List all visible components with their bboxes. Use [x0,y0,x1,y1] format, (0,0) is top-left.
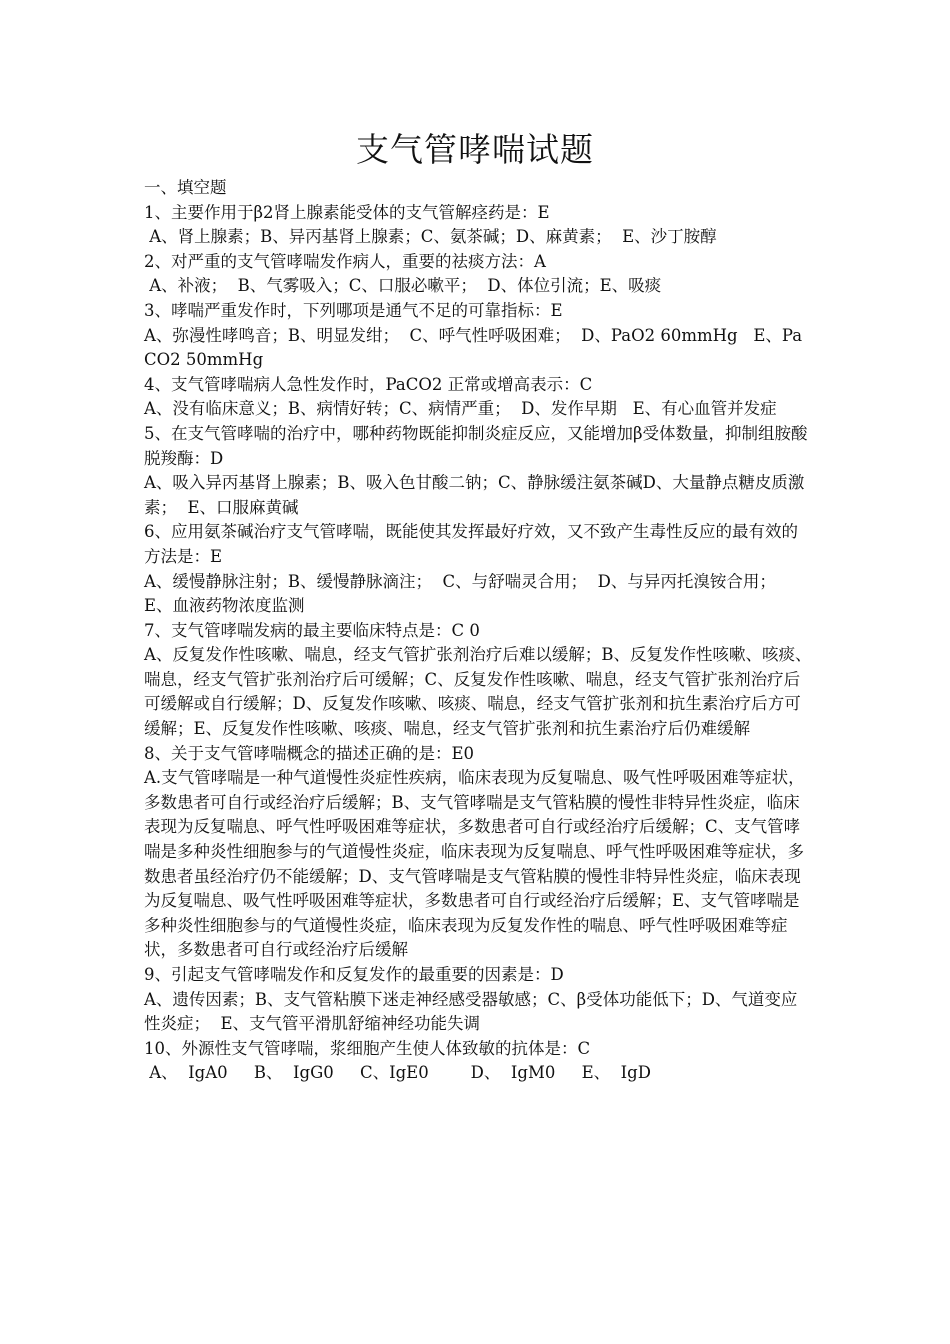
question-8: 8、关于支气管哮喘概念的描述正确的是：E0 [144,743,475,763]
question-1-options: A、肾上腺素；B、异丙基肾上腺素；C、氨茶碱；D、麻黄素； E、沙丁胺醇 [144,227,717,247]
question-5: 5、在支气管哮喘的治疗中，哪种药物既能抑制炎症反应，又能增加β受体数量，抑制组胺酸脱羧酶：D [144,423,808,468]
question-6: 6、应用氨茶碱治疗支气管哮喘，既能使其发挥最好疗效，又不致产生毒性反应的最有效的方法是：E [144,522,798,566]
question-5-options: A、吸入异丙基肾上腺素；B、吸入色甘酸二钠；C、静脉缓注氨茶碱D、大量静点糖皮质激素； E、口服麻黄碱 [144,473,805,517]
document-title: 支气管哮喘试题 [356,130,594,169]
question-7: 7、支气管哮喘发病的最主要临床特点是：C 0 [144,620,480,640]
question-2-options: A、补液； B、气雾吸入；C、口服必嗽平； D、体位引流；E、吸痰 [144,276,662,296]
section-heading: 一、填空题 [144,178,227,197]
question-1: 1、主要作用于β2肾上腺素能受体的支气管解痉药是：E [144,202,550,222]
question-2: 2、对严重的支气管哮喘发作病人，重要的祛痰方法：A [144,251,546,271]
question-10: 10、外源性支气管哮喘，浆细胞产生使人体致敏的抗体是：C [144,1038,591,1058]
question-4: 4、支气管哮喘病人急性发作时，PaCO2 正常或增高表示：C [144,374,593,394]
question-3-options: A、弥漫性哮鸣音；B、明显发绀； C、呼气性呼吸困难； D、PaO2 60mmHg E、PaCO2 50mmHg [144,325,803,370]
question-10-options: A、 IgA0 B、 IgG0 C、IgE0 D、 IgM0 E、 IgD [144,1063,651,1083]
question-7-options: A、反复发作性咳嗽、喘息，经支气管扩张剂治疗后难以缓解；B、反复发作性咳嗽、咳痰、喘息，经支气管扩张剂治疗后可缓解；C、反复发作性咳嗽、喘息，经支气管扩张剂治疗后可缓解或自行缓解；D、反复发作咳嗽、咳痰、喘息，经支气管扩张剂和抗生素治疗后方可缓解；E、反复发作性咳嗽、咳痰、喘息，经支气管扩张剂和抗生素治疗后仍难缓解 [144,645,812,739]
question-6-options: A、缓慢静脉注射；B、缓慢静脉滴注； C、与舒喘灵合用； D、与异丙托溴铵合用； E、血液药物浓度监测 [144,571,787,616]
question-3: 3、哮喘严重发作时，下列哪项是通气不足的可靠指标：E [144,300,563,320]
question-9-options: A、遗传因素；B、支气管粘膜下迷走神经感受器敏感；C、β受体功能低下；D、气道变应性炎症； E、支气管平滑肌舒缩神经功能失调 [144,989,798,1034]
question-8-options: A.支气管哮喘是一种气道慢性炎症性疾病，临床表现为反复喘息、吸气性呼吸困难等症状，多数患者可自行或经治疗后缓解；B、支气管哮喘是支气管粘膜的慢性非特异性炎症，临床表现为反复喘息、呼气性呼吸困难等症状，多数患者可自行或经治疗后缓解；C、支气管哮喘是多种炎性细胞参与的气道慢性炎症，临床表现为反复喘息、呼气性呼吸困难等症状，多数患者虽经治疗仍不能缓解；D、支气管哮喘是支气管粘膜的慢性非特异性炎症，临床表现为反复喘息、吸气性呼吸困难等症状，多数患者可自行或经治疗后缓解；E、支气管哮喘是多种炎性细胞参与的气道慢性炎症，临床表现为反复发作性的喘息、呼气性呼吸困难等症状，多数患者可自行或经治疗后缓解 [144,768,805,960]
question-9: 9、引起支气管哮喘发作和反复发作的最重要的因素是：D [144,965,564,984]
question-4-options: A、没有临床意义；B、病情好转；C、病情严重； D、发作早期 E、有心血管并发症 [144,399,777,419]
document-body [144,176,812,1086]
